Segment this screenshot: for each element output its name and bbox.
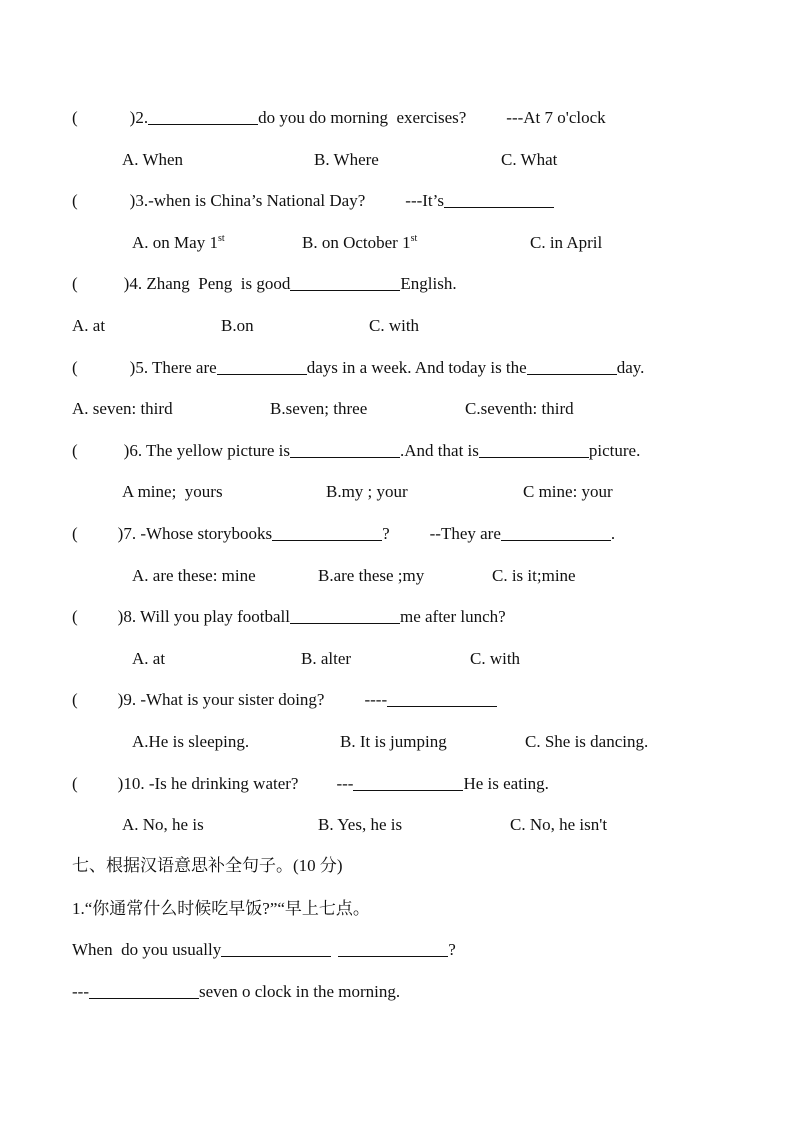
fill-blank[interactable]	[387, 690, 497, 707]
answer-text: ----	[364, 690, 388, 709]
answer-paren-open: (	[72, 524, 78, 543]
answer-paren-close: )	[117, 774, 124, 793]
question-middle: days in a week. And today is the	[306, 358, 527, 377]
answer-text: --They are	[429, 524, 501, 543]
option-c: C. is it;mine	[492, 566, 576, 585]
answer-paren-open: (	[72, 358, 78, 377]
answer-paren-close: )	[129, 191, 136, 210]
section-item-1-reply	[72, 982, 400, 1002]
question-4	[72, 274, 457, 294]
answer-paren-open: (	[72, 607, 78, 626]
fill-blank[interactable]	[338, 940, 448, 957]
question-prompt: 3.-when is China’s National Day?	[135, 191, 366, 210]
answer-paren-open: (	[72, 274, 78, 293]
question-9	[72, 690, 497, 710]
question-8	[72, 607, 506, 627]
answer-paren-open: (	[72, 690, 78, 709]
question-prompt: 4. Zhang Peng is good	[129, 274, 291, 293]
fill-blank[interactable]	[501, 524, 611, 541]
question-tail: English.	[400, 274, 457, 293]
question-tail: me after lunch?	[399, 607, 506, 626]
question-prompt: do you do morning exercises?	[258, 108, 467, 127]
question-prompt: 8. Will you play football	[123, 607, 290, 626]
answer-text: ---It’s	[405, 191, 444, 210]
sentence-end: ?	[448, 940, 456, 959]
option-b: B. Yes, he is	[318, 815, 403, 834]
fill-blank[interactable]	[217, 358, 307, 375]
section-heading: 七、根据汉语意思补全句子。(10 分)	[72, 856, 343, 875]
question-5	[72, 358, 644, 378]
answer-text: ---At 7 o'clock	[506, 108, 606, 127]
sentence-prompt: When do you usually	[72, 940, 222, 959]
question-number: 2.	[135, 108, 149, 127]
option-c: C.seventh: third	[465, 399, 574, 418]
question-tail: picture.	[588, 441, 641, 460]
option-a: A.He is sleeping.	[132, 732, 250, 751]
fill-blank[interactable]	[353, 774, 463, 791]
fill-blank[interactable]	[272, 524, 382, 541]
option-b: B.my ; your	[326, 482, 408, 501]
fill-blank[interactable]	[527, 358, 617, 375]
question-tail: day.	[616, 358, 645, 377]
question-tail: .	[610, 524, 616, 543]
answer-paren-close: )	[129, 108, 136, 127]
question-2	[72, 108, 606, 128]
question-10	[72, 774, 549, 794]
question-prompt: 10. -Is he drinking water?	[123, 774, 299, 793]
question-prompt: 9. -What is your sister doing?	[123, 690, 325, 709]
question-middle: .And that is	[400, 441, 479, 460]
answer-paren-open: (	[72, 441, 78, 460]
option-c: C. What	[501, 150, 558, 169]
option-a: A. on May 1st	[132, 233, 225, 252]
option-a: A. No, he is	[122, 815, 204, 834]
answer-text: ---	[336, 774, 354, 793]
question-prompt: 7. -Whose storybooks	[123, 524, 273, 543]
option-c: C. with	[470, 649, 521, 668]
question-tail: He is eating.	[463, 774, 549, 793]
fill-blank[interactable]	[444, 191, 554, 208]
option-c: C. with	[369, 316, 420, 335]
question-prompt: 6. The yellow picture is	[129, 441, 291, 460]
question-3	[72, 191, 554, 211]
section-item-1-chinese: 1.“你通常什么时候吃早饭?”“早上七点。	[72, 899, 370, 918]
fill-blank[interactable]	[290, 441, 400, 458]
option-a: A. at	[72, 316, 106, 335]
answer-paren-open: (	[72, 191, 78, 210]
question-7	[72, 524, 615, 544]
option-b: B.seven; three	[270, 399, 368, 418]
answer-paren-close: )	[123, 274, 130, 293]
option-b: B. Where	[314, 150, 379, 169]
option-a: A. seven: third	[72, 399, 173, 418]
answer-paren-close: )	[117, 607, 124, 626]
option-c: C mine: your	[523, 482, 613, 501]
fill-blank[interactable]	[221, 940, 331, 957]
reply-dashes: ---	[72, 982, 89, 1001]
section-item-1-english	[72, 940, 456, 960]
option-b: B. on October 1st	[302, 233, 418, 252]
fill-blank[interactable]	[290, 274, 400, 291]
question-prompt: 5. There are	[135, 358, 217, 377]
option-b: B. alter	[301, 649, 352, 668]
answer-paren-close: )	[129, 358, 136, 377]
option-a: A mine; yours	[122, 482, 223, 501]
answer-paren-close: )	[123, 441, 130, 460]
option-b: B.on	[221, 316, 254, 335]
fill-blank[interactable]	[479, 441, 589, 458]
option-b: B. It is jumping	[340, 732, 447, 751]
answer-paren-open: (	[72, 774, 78, 793]
answer-paren-close: )	[117, 524, 124, 543]
option-c: C. She is dancing.	[525, 732, 649, 751]
option-a: A. at	[132, 649, 166, 668]
question-middle: ?	[382, 524, 390, 543]
answer-paren-close: )	[117, 690, 124, 709]
option-c: C. in April	[530, 233, 603, 252]
reply-text: seven o clock in the morning.	[198, 982, 401, 1001]
option-a: A. When	[122, 150, 184, 169]
option-a: A. are these: mine	[132, 566, 256, 585]
option-c: C. No, he isn't	[510, 815, 608, 834]
fill-blank[interactable]	[89, 982, 199, 999]
fill-blank[interactable]	[148, 108, 258, 125]
fill-blank[interactable]	[290, 607, 400, 624]
question-6	[72, 441, 640, 461]
answer-paren-open: (	[72, 108, 78, 127]
option-b: B.are these ;my	[318, 566, 425, 585]
